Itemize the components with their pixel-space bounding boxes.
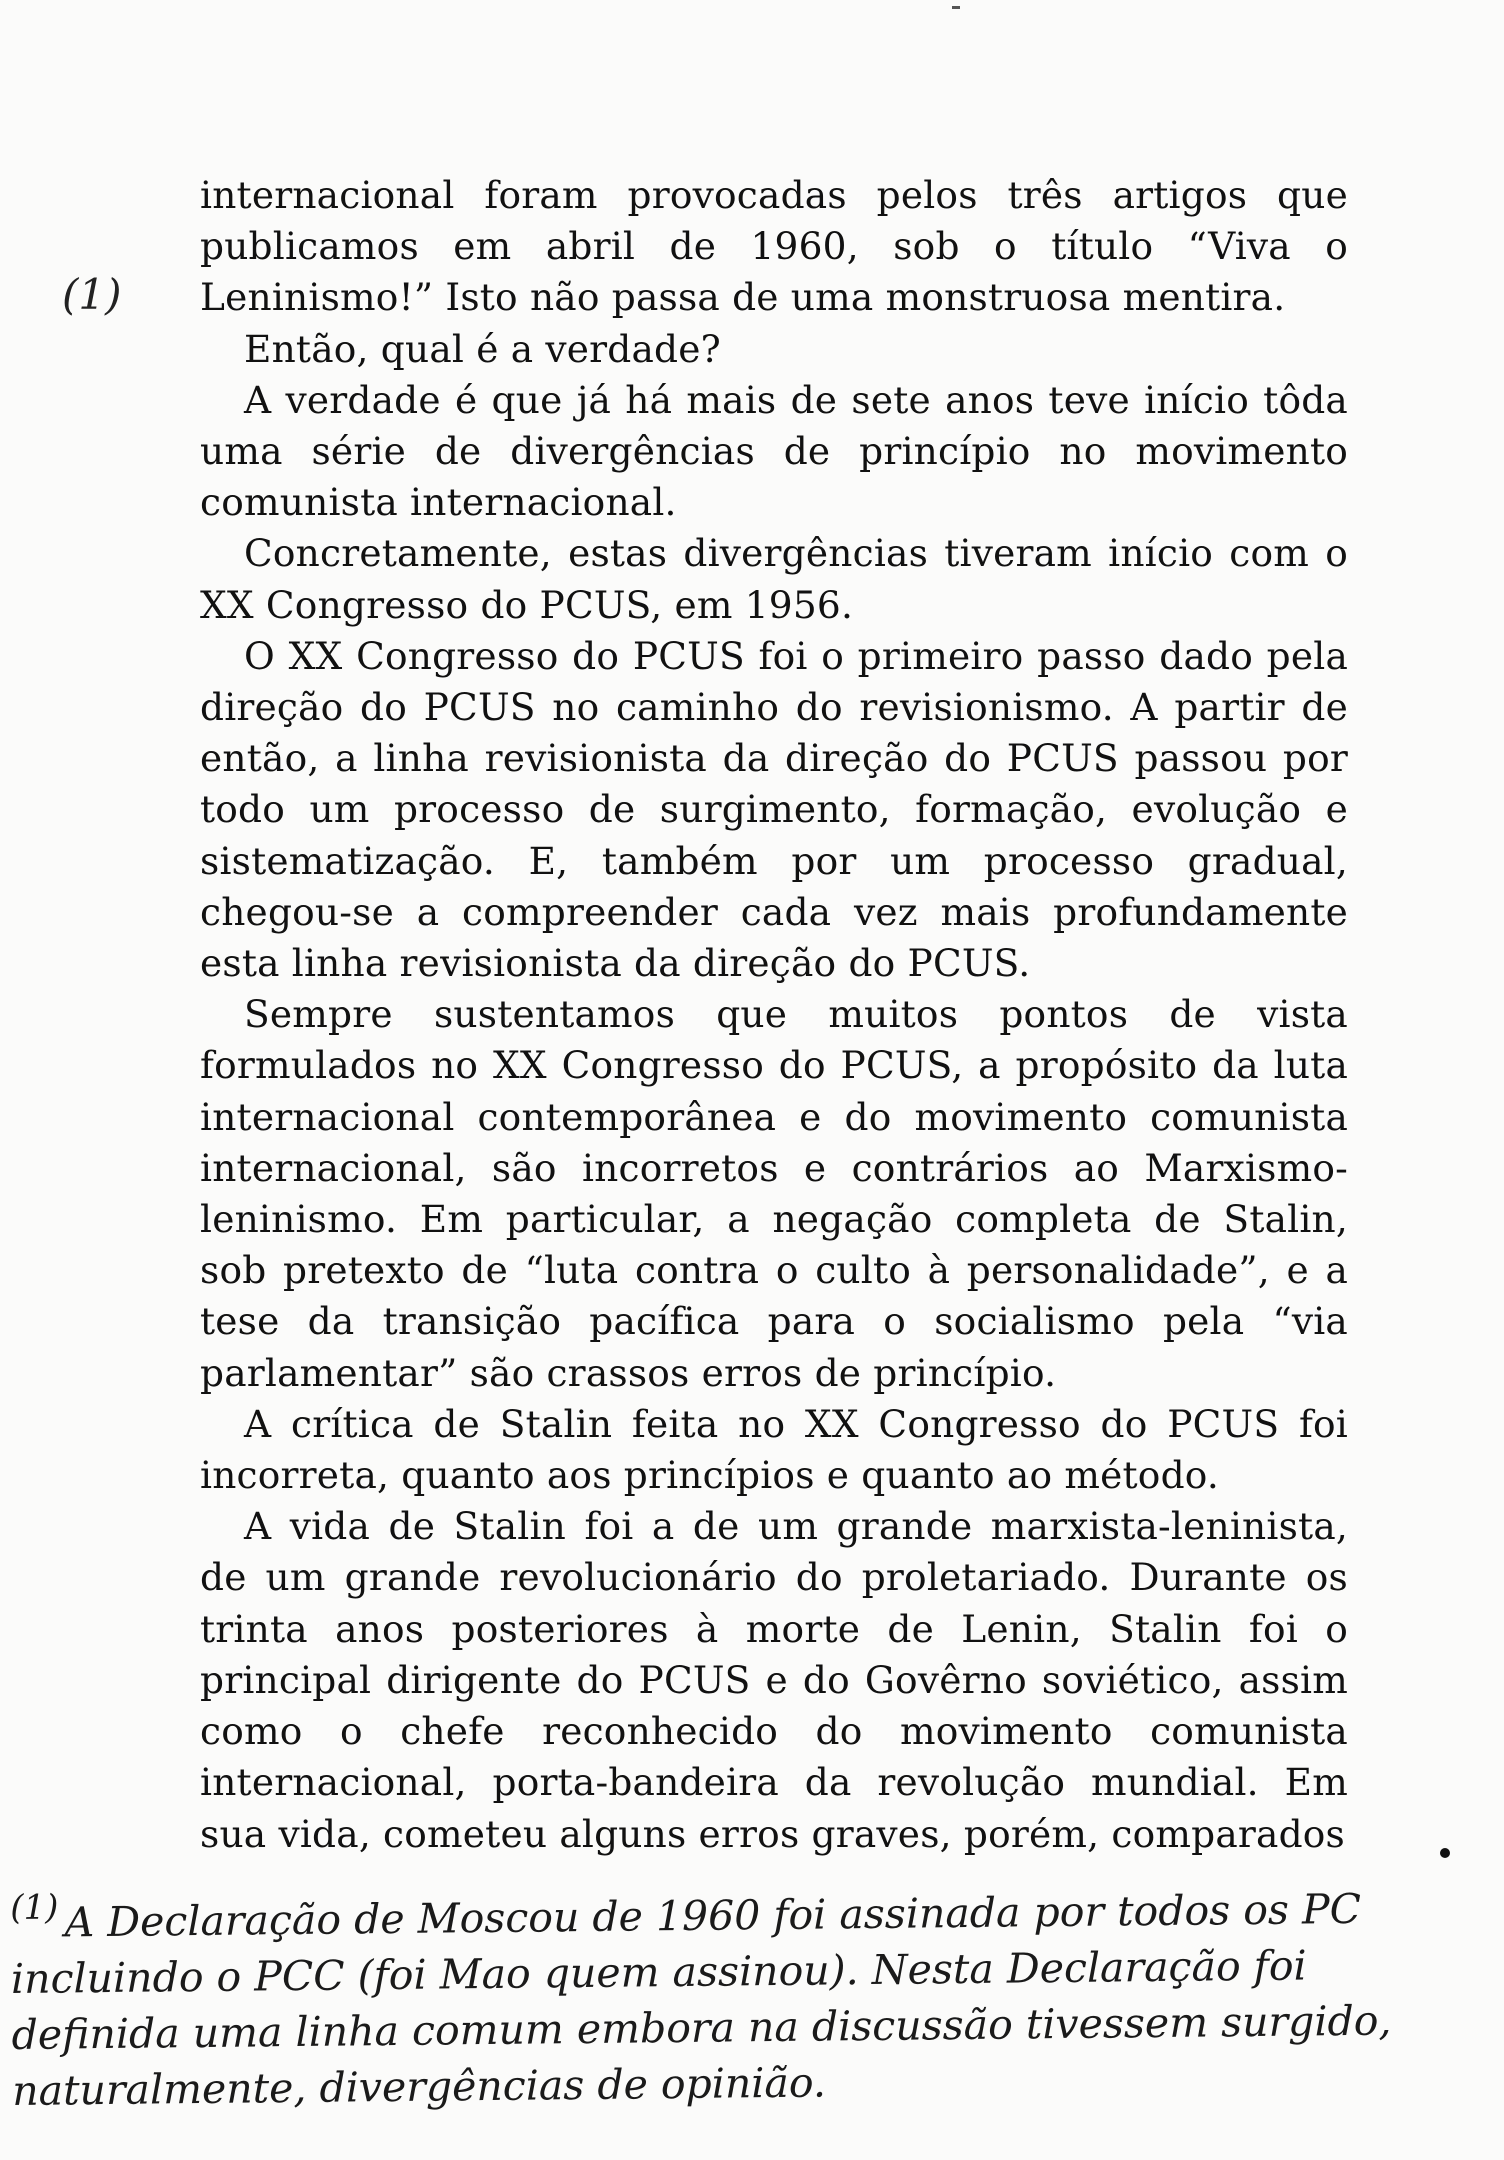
paragraph: internacional foram provocadas pelos três artigos que publicamos em abril de 1960, sob o título “Viva o Leninismo!” Isto não passa de uma monstruosa mentira. xyxy=(200,173,1348,320)
handwritten-footnote-text: A Declaração de Moscou de 1960 foi assinada por todos os PC incluindo o PCC (foi Mao quem assinou). Nesta Declaração foi definida uma linha comum embora na discussão tivessem surgido, naturalmente, divergências de opinião. xyxy=(10,1884,1392,2115)
paragraph: O XX Congresso do PCUS foi o primeiro passo dado pela direção do PCUS no caminho do revisionismo. A partir de então, a linha revisionista da direção do PCUS passou por todo um processo de surgimento, formação, evolução e sistematização. E, também por um processo gradual, chegou-se a compreender cada vez mais profundamente esta linha revisionista da direção do PCUS. xyxy=(200,633,1348,986)
paragraph: A crítica de Stalin feita no XX Congresso do PCUS foi incorreta, quanto aos princípios e quanto ao método. xyxy=(200,1401,1348,1498)
handwritten-footnote xyxy=(10,1865,1482,2119)
paragraph: A verdade é que já há mais de sete anos teve início tôda uma série de divergências de princípio no movimento comunista internacional. xyxy=(200,377,1348,525)
scan-mark xyxy=(952,6,960,9)
paragraph: A vida de Stalin foi a de um grande marxista-leninista, de um grande revolucionário do proletariado. Durante os trinta anos posteriores à morte de Lenin, Stalin foi o principal dirigente do PCUS e do Govêrno soviético, assim como o chefe reconhecido do movimento comunista internacional, porta-bandeira da revolução mundial. Em sua vida, cometeu alguns erros graves, porém, comparados xyxy=(200,1504,1348,1856)
ink-dot xyxy=(1440,1848,1450,1858)
paragraph: Então, qual é a verdade? xyxy=(244,326,721,371)
handwritten-footnote-marker: (1) xyxy=(10,1887,59,1928)
paragraph: Concretamente, estas divergências tiveram início com o XX Congresso do PCUS, em 1956. xyxy=(200,531,1348,627)
paragraph: Sempre sustentamos que muitos pontos de vista formulados no XX Congresso do PCUS, a propósito da luta internacional contemporânea e do movimento comunista internacional, são incorretos e contrários ao Marxismo-leninismo. Em particular, a negação completa de Stalin, sob pretexto de “luta contra o culto à personalidade”, e a tese da transição pacífica para o socialismo pela “via parlamentar” são crassos erros de princípio. xyxy=(200,992,1348,1395)
body-text xyxy=(200,170,1348,1860)
margin-footnote-mark: (1) xyxy=(62,270,122,319)
